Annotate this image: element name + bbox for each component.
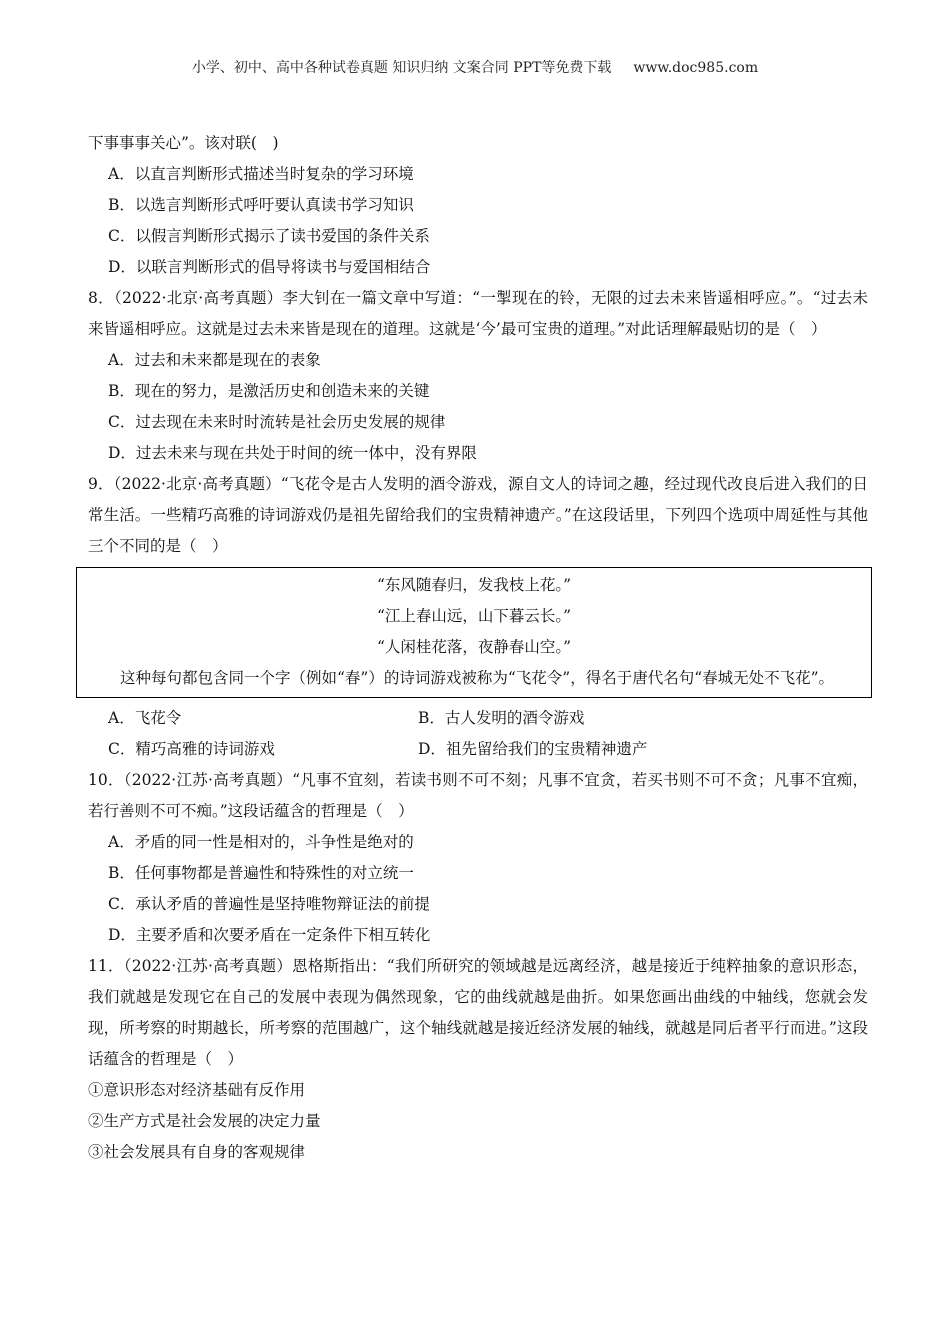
- q7-option-a: A．以直言判断形式描述当时复杂的学习环境: [108, 165, 414, 183]
- question-11: [88, 951, 868, 1168]
- q8-option-b: B．现在的努力，是激活历史和创造未来的关键: [108, 382, 430, 400]
- page-header: [0, 57, 950, 77]
- question-10-stem: 10．（2022·江苏·高考真题）“凡事不宜刻，若读书则不可不刻；凡事不宜贪，若买书则不可不贪；凡事不宜痴，若行善则不可不痴。”这段话蕴含的哲理是（ ）: [88, 771, 868, 820]
- exam-content: [88, 128, 868, 1168]
- q10-option-d: D．主要矛盾和次要矛盾在一定条件下相互转化: [108, 926, 431, 944]
- q8-option-c: C．过去现在未来时时流转是社会历史发展的规律: [108, 413, 446, 431]
- header-title: 小学、初中、高中各种试卷真题 知识归纳 文案合同 PPT等免费下载: [191, 60, 612, 76]
- q7-option-b: B．以选言判断形式呼吁要认真读书学习知识: [108, 196, 414, 214]
- question-7-tail: 下事事事关心”。该对联( ): [88, 134, 279, 152]
- q9-material-paragraph: 这种每句都包含同一个字（例如“春”）的诗词游戏被称为“飞花令”，得名于唐代名句“春城无处不飞花”。: [120, 669, 835, 687]
- q9-option-a: A．飞花令: [108, 709, 182, 727]
- q9-option-b: B．古人发明的酒令游戏: [418, 709, 585, 727]
- q10-option-b: B．任何事物都是普遍性和特殊性的对立统一: [108, 864, 414, 882]
- question-7: [88, 128, 868, 283]
- q9-poem-line: “东风随春归，发我枝上花。”: [376, 576, 572, 594]
- question-8: [88, 283, 868, 469]
- q8-option-a: A．过去和未来都是现在的表象: [108, 351, 321, 369]
- q9-poem-line: “人闲桂花落，夜静春山空。”: [376, 638, 572, 656]
- q11-item-1: ①意识形态对经济基础有反作用: [88, 1081, 306, 1099]
- q9-option-d: D．祖先留给我们的宝贵精神遗产: [418, 740, 648, 758]
- q9-option-c: C．精巧高雅的诗词游戏: [108, 740, 275, 758]
- header-site-link[interactable]: www.doc985.com: [633, 60, 759, 76]
- q8-option-d: D．过去未来与现在共处于时间的统一体中，没有界限: [108, 444, 477, 462]
- q11-item-3: ③社会发展具有自身的客观规律: [88, 1143, 306, 1161]
- q10-option-c: C．承认矛盾的普遍性是坚持唯物辩证法的前提: [108, 895, 430, 913]
- question-8-stem: 8．（2022·北京·高考真题）李大钊在一篇文章中写道：“一掣现在的铃，无限的过去未来皆遥相呼应。”。“过去未来皆遥相呼应。这就是过去未来皆是现在的道理。这就是‘今’最可宝贵的道理。”对此话理解最贴切的是（ ）: [88, 289, 868, 338]
- question-9: [88, 469, 868, 765]
- q9-options-row: [88, 734, 868, 765]
- question-11-stem: 11．（2022·江苏·高考真题）恩格斯指出：“我们所研究的领域越是远离经济，越是接近于纯粹抽象的意识形态，我们就越是发现它在自己的发展中表现为偶然现象，它的曲线就越是曲折。如果您画出曲线的中轴线，您就会发现，所考察的时期越长，所考察的范围越广，这个轴线就越是接近经济发展的轴线，就越是同后者平行而进。”这段话蕴含的哲理是（ ）: [88, 957, 868, 1068]
- q7-option-d: D．以联言判断形式的倡导将读书与爱国相结合: [108, 258, 431, 276]
- q10-option-a: A．矛盾的同一性是相对的，斗争性是绝对的: [108, 833, 414, 851]
- q9-poem-line: “江上春山远，山下暮云长。”: [376, 607, 572, 625]
- q11-item-2: ②生产方式是社会发展的决定力量: [88, 1112, 321, 1130]
- question-10: [88, 765, 868, 951]
- question-9-stem: 9．（2022·北京·高考真题）“飞花令是古人发明的酒令游戏，源自文人的诗词之趣，经过现代改良后进入我们的日常生活。一些精巧高雅的诗词游戏仍是祖先留给我们的宝贵精神遗产。”在这段话里，下列四个选项中周延性与其他三个不同的是（ ）: [88, 475, 868, 555]
- q7-option-c: C．以假言判断形式揭示了读书爱国的条件关系: [108, 227, 430, 245]
- q9-options-row: [88, 703, 868, 734]
- q9-material-box: [76, 567, 872, 698]
